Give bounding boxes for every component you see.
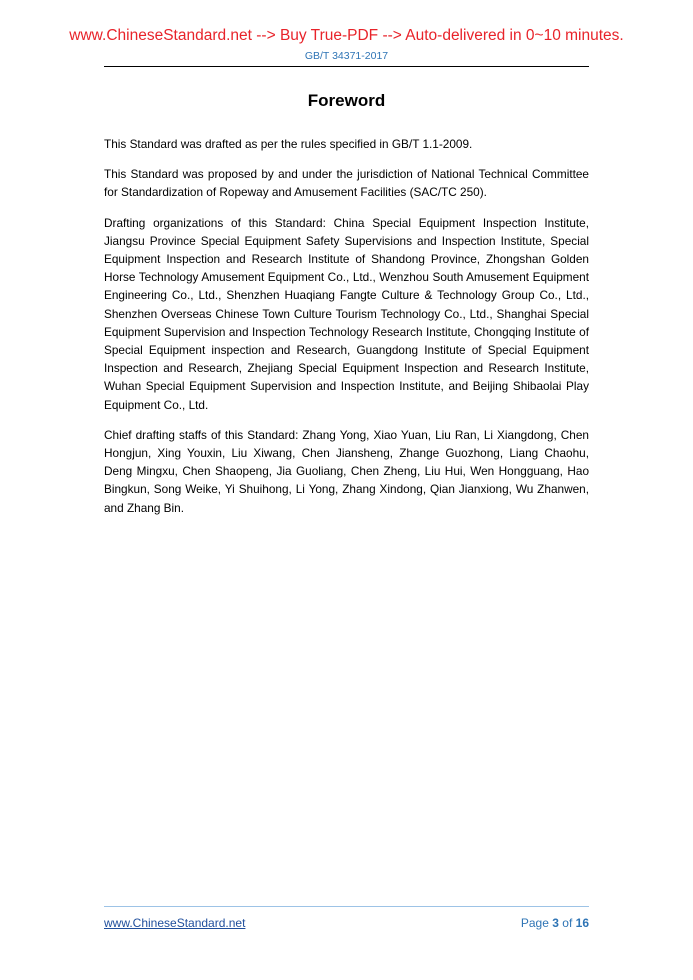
page-indicator (521, 916, 589, 930)
page-prefix: Page (520, 916, 549, 930)
purchase-banner-link[interactable]: www.ChineseStandard.net --> Buy True-PDF --> Auto-delivered in 0~10 minutes. (69, 27, 624, 44)
page-of: of (562, 916, 573, 930)
page-current: 3 (552, 916, 559, 930)
document-body (104, 135, 589, 529)
standard-code: GB/T 34371-2017 (304, 50, 389, 62)
header-divider (104, 66, 589, 67)
footer-website-link[interactable]: www.ChineseStandard.net (104, 916, 246, 930)
paragraph-drafting-staffs: Chief drafting staffs of this Standard: Zhang Yong, Xiao Yuan, Liu Ran, Li Xiangdong, Chen Hongjun, Xing Youxin, Liu Xiwang, Chen Jiansheng, Zhange Guozhong, Liang Chaohu, Deng Mingxu, Chen Shaopeng, Jia Guoliang, Chen Zheng, Liu Hui, Wen Hongguang, Hao Bingkun, Song Weike, Yi Shuihong, Li Yong, Zhang Xindong, Qian Jianxiong, Wu Zhanwen, and Zhang Bin. (104, 427, 589, 515)
paragraph-drafting-organizations: Drafting organizations of this Standard: China Special Equipment Inspection Institute, Jiangsu Province Special Equipment Safety Supervisions and Inspection Institute, Special Equipment Inspection and Research Institute of Shandong Province, Zhongshan Golden Horse Technology Amusement Equipment Co., Ltd., Wenzhou South Amusement Equipment Engineering Co., Ltd., Shenzhen Huaqiang Fangte Culture & Technology Group Co., Ltd., Shenzhen Overseas Chinese Town Culture Tourism Technology Co., Ltd., Shanghai Special Equipment Supervision and Inspection Technology Research Institute, Chongqing Institute of Special Equipment inspection and Research, Guangdong Institute of Special Equipment Inspection and Research, Zhejiang Special Equipment Inspection and Research Institute, Wuhan Special Equipment Supervision and Inspection Institute, and Beijing Shibaolai Play Equipment Co., Ltd. (104, 215, 589, 412)
page-title: Foreword (307, 91, 386, 110)
footer-divider (104, 906, 589, 907)
paragraph-proposal: This Standard was proposed by and under the jurisdiction of National Technical Committee for Standardization of Ropeway and Amusement Facilities (SAC/TC 250). (104, 167, 589, 200)
page-total: 16 (575, 916, 589, 930)
paragraph-drafting-rules: This Standard was drafted as per the rules specified in GB/T 1.1-2009. (104, 137, 473, 151)
